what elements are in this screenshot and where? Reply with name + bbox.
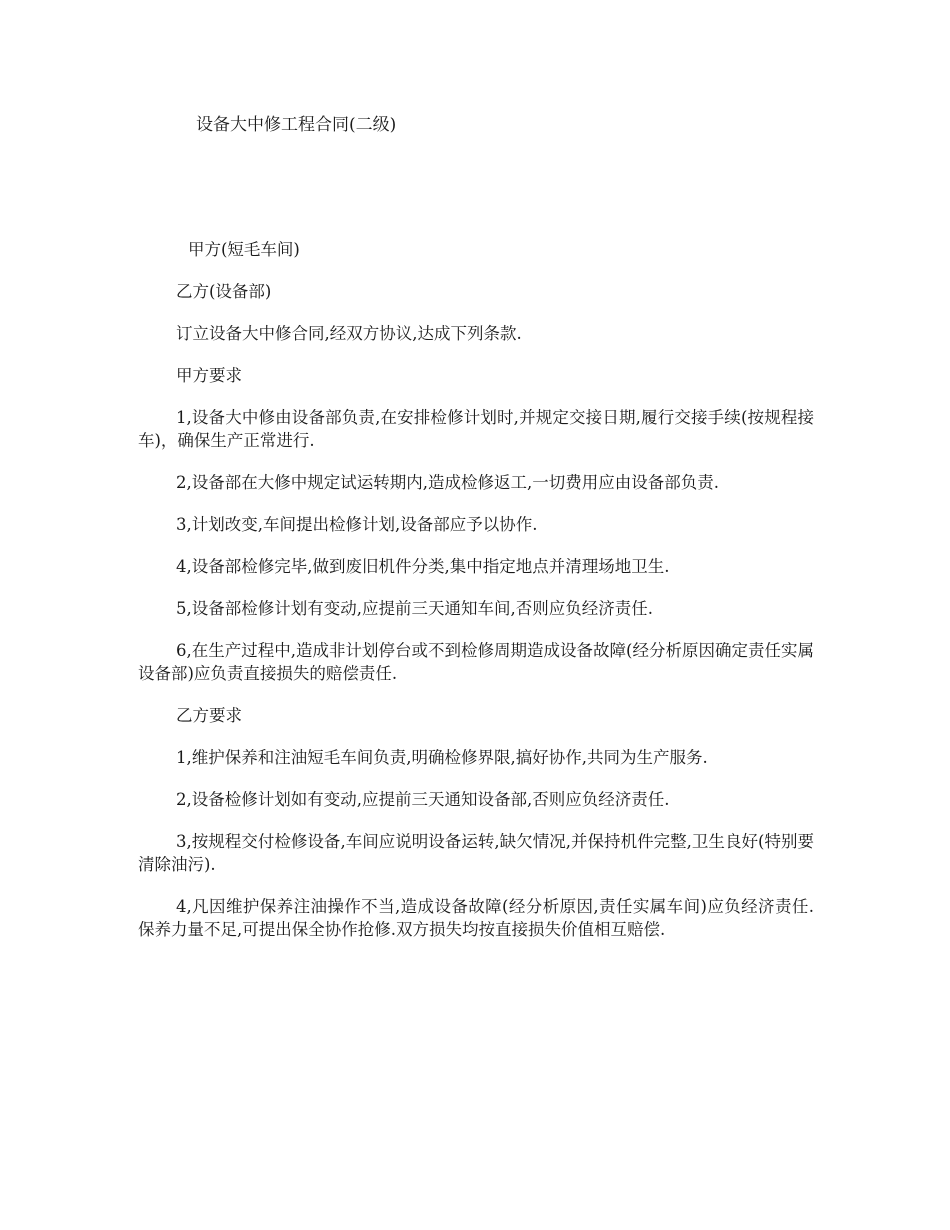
clause-b2: 2,设备检修计划如有变动,应提前三天通知设备部,否则应负经济责任. xyxy=(176,790,670,809)
clause-a1: 1,设备大中修由设备部负责,在安排检修计划时,并规定交接日期,履行交接手续(按规程接车)，确保生产正常进行. xyxy=(138,408,814,450)
section-heading-party-b: 乙方要求 xyxy=(176,706,242,725)
clause-a3: 3,计划改变,车间提出检修计划,设备部应予以协作. xyxy=(176,515,538,534)
section-heading-party-a: 甲方要求 xyxy=(176,366,242,385)
clause-b3: 3,按规程交付检修设备,车间应说明设备运转,缺欠情况,并保持机件完整,卫生良好(特别要清除油污). xyxy=(138,832,814,874)
document-title: 设备大中修工程合同(二级) xyxy=(196,115,397,135)
party-a-line: 甲方(短毛车间) xyxy=(188,240,300,259)
intro-paragraph: 订立设备大中修合同,经双方协议,达成下列条款. xyxy=(176,324,522,343)
clause-b4: 4,凡因维护保养注油操作不当,造成设备故障(经分析原因,责任实属车间)应负经济责任.保养力量不足,可提出保全协作抢修.双方损失均按直接损失价值相互赔偿. xyxy=(138,897,814,939)
clause-a6: 6,在生产过程中,造成非计划停台或不到检修周期造成设备故障(经分析原因确定责任实属设备部)应负责直接损失的赔偿责任. xyxy=(138,641,814,683)
clause-a5: 5,设备部检修计划有变动,应提前三天通知车间,否则应负经济责任. xyxy=(176,599,653,618)
clause-a4: 4,设备部检修完毕,做到废旧机件分类,集中指定地点并清理场地卫生. xyxy=(176,557,670,576)
party-b-line: 乙方(设备部) xyxy=(176,282,272,301)
clause-b1: 1,维护保养和注油短毛车间负责,明确检修界限,搞好协作,共同为生产服务. xyxy=(176,748,708,767)
document-body xyxy=(138,238,814,960)
clause-a2: 2,设备部在大修中规定试运转期内,造成检修返工,一切费用应由设备部负责. xyxy=(176,473,719,492)
